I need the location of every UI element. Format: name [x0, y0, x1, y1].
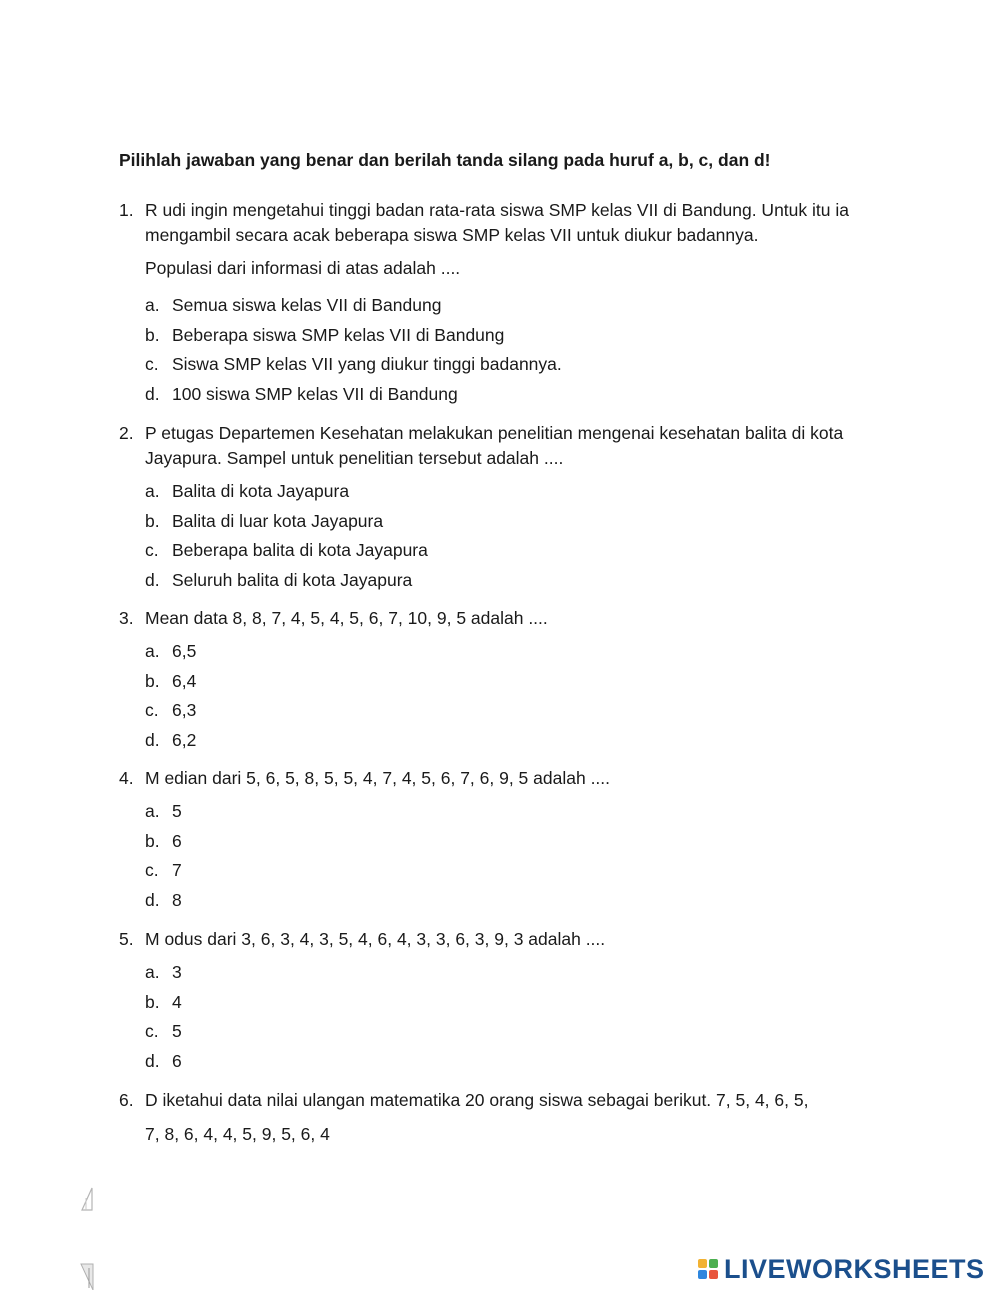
- option-text: 5: [172, 801, 182, 821]
- question-2: [119, 421, 889, 597]
- option-a[interactable]: [145, 479, 889, 509]
- option-b[interactable]: [145, 990, 889, 1020]
- page-corner-mark-icon: [80, 1262, 94, 1290]
- option-a[interactable]: [145, 639, 889, 669]
- question-subtext: Populasi dari informasi di atas adalah ....: [145, 258, 461, 278]
- option-a[interactable]: [145, 799, 889, 829]
- option-text: 6,3: [172, 700, 197, 720]
- option-letter: c.: [145, 354, 159, 374]
- instruction-heading: Pilihlah jawaban yang benar dan berilah tanda silang pada huruf a, b, c, dan d!: [119, 150, 771, 170]
- option-text: 6,2: [172, 729, 197, 750]
- option-letter: c.: [145, 1021, 159, 1041]
- option-letter: a.: [145, 801, 160, 821]
- option-a[interactable]: [145, 293, 889, 323]
- option-text: 8: [172, 889, 182, 910]
- option-letter: a.: [145, 295, 160, 315]
- option-text: 6: [172, 830, 182, 851]
- option-text: Siswa SMP kelas VII yang diukur tinggi badannya.: [172, 354, 562, 374]
- question-1: [119, 198, 889, 411]
- option-text: 100 siswa SMP kelas VII di Bandung: [172, 383, 458, 404]
- option-text: Balita di kota Jayapura: [172, 481, 350, 501]
- option-letter: b.: [145, 670, 160, 691]
- option-c[interactable]: [145, 1019, 889, 1049]
- option-list: [145, 293, 889, 411]
- question-text: M odus dari 3, 6, 3, 4, 3, 5, 4, 6, 4, 3, 3, 6, 3, 9, 3 adalah ....: [145, 929, 606, 949]
- question-3: [119, 606, 889, 757]
- option-letter: d.: [145, 889, 160, 910]
- option-text: Semua siswa kelas VII di Bandung: [172, 295, 442, 315]
- option-text: Balita di luar kota Jayapura: [172, 510, 384, 531]
- question-number: 3.: [119, 608, 134, 628]
- option-c[interactable]: [145, 698, 889, 728]
- option-text: Beberapa balita di kota Jayapura: [172, 540, 428, 560]
- option-list: [145, 960, 889, 1078]
- option-d[interactable]: [145, 382, 889, 412]
- question-text: D iketahui data nilai ulangan matematika 20 orang siswa sebagai berikut. 7, 5, 4, 6, 5,: [145, 1090, 809, 1110]
- option-letter: a.: [145, 641, 160, 661]
- option-c[interactable]: [145, 538, 889, 568]
- option-text: 6,5: [172, 641, 197, 661]
- question-5: [119, 927, 889, 1078]
- page-corner-mark-icon: [80, 1186, 94, 1212]
- option-text: 6,4: [172, 670, 197, 691]
- option-d[interactable]: [145, 728, 889, 758]
- option-letter: b.: [145, 324, 160, 345]
- option-text: 4: [172, 991, 182, 1012]
- question-text: P etugas Departemen Kesehatan melakukan penelitian mengenai kesehatan balita di kota Jayapura. Sampel untuk penelitian tersebut adalah ....: [145, 423, 844, 468]
- option-c[interactable]: [145, 352, 889, 382]
- option-d[interactable]: [145, 1049, 889, 1079]
- option-b[interactable]: [145, 509, 889, 539]
- option-letter: d.: [145, 729, 160, 750]
- option-list: [145, 799, 889, 917]
- question-4: [119, 766, 889, 917]
- question-6: [119, 1088, 889, 1147]
- logo-text: LIVEWORKSHEETS: [724, 1253, 985, 1284]
- question-text: M edian dari 5, 6, 5, 8, 5, 5, 4, 7, 4, 5, 6, 7, 6, 9, 5 adalah ....: [145, 768, 611, 788]
- option-letter: a.: [145, 481, 160, 501]
- question-number: 5.: [119, 929, 134, 949]
- option-d[interactable]: [145, 568, 889, 598]
- option-letter: d.: [145, 1050, 160, 1071]
- option-letter: c.: [145, 700, 159, 720]
- question-number: 4.: [119, 768, 134, 788]
- option-text: 7: [172, 860, 182, 880]
- option-a[interactable]: [145, 960, 889, 990]
- option-c[interactable]: [145, 858, 889, 888]
- option-letter: b.: [145, 830, 160, 851]
- option-letter: c.: [145, 540, 159, 560]
- question-text: R udi ingin mengetahui tinggi badan rata-rata siswa SMP kelas VII di Bandung. Untuk itu ia mengambil secara acak beberapa siswa SMP kelas VII untuk diukur badannya.: [145, 200, 849, 245]
- option-letter: a.: [145, 962, 160, 982]
- option-text: 6: [172, 1050, 182, 1071]
- option-letter: c.: [145, 860, 159, 880]
- option-letter: b.: [145, 991, 160, 1012]
- option-letter: d.: [145, 383, 160, 404]
- liveworksheets-logo-icon: [698, 1259, 718, 1279]
- option-list: [145, 479, 889, 597]
- option-letter: d.: [145, 569, 160, 590]
- option-b[interactable]: [145, 669, 889, 699]
- option-b[interactable]: [145, 829, 889, 859]
- option-text: Seluruh balita di kota Jayapura: [172, 569, 413, 590]
- option-text: 3: [172, 962, 182, 982]
- option-text: Beberapa siswa SMP kelas VII di Bandung: [172, 324, 505, 345]
- liveworksheets-logo: [698, 1254, 985, 1284]
- question-text: Mean data 8, 8, 7, 4, 5, 4, 5, 6, 7, 10, 9, 5 adalah ....: [145, 608, 548, 628]
- option-list: [145, 639, 889, 757]
- option-text: 5: [172, 1021, 182, 1041]
- option-letter: b.: [145, 510, 160, 531]
- question-number: 1.: [119, 200, 134, 220]
- question-number: 6.: [119, 1090, 134, 1110]
- question-text-line2: 7, 8, 6, 4, 4, 5, 9, 5, 6, 4: [145, 1124, 330, 1144]
- option-b[interactable]: [145, 323, 889, 353]
- option-d[interactable]: [145, 888, 889, 918]
- question-number: 2.: [119, 423, 134, 443]
